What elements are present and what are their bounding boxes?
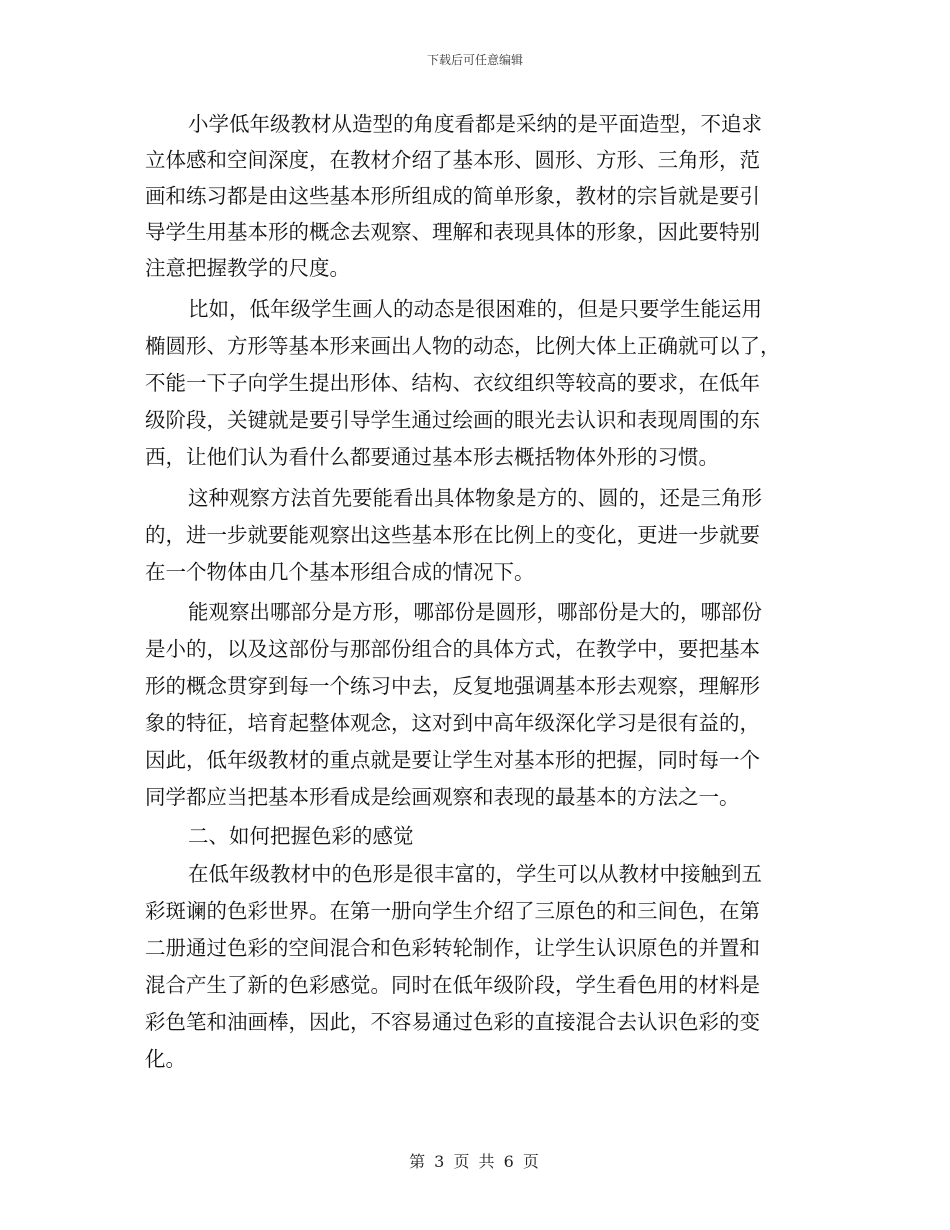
text-line: 的，进一步就要能观察出这些基本形在比例上的变化，更进一步就要 (145, 523, 760, 547)
text-line: 二册通过色彩的空间混合和色彩转轮制作，让学生认识原色的并置和 (145, 936, 760, 960)
text-line: 在一个物体由几个基本形组合成的情况下。 (145, 560, 535, 584)
text-line: 能观察出哪部分是方形，哪部份是圆形，哪部份是大的，哪部份 (188, 600, 762, 624)
text-line: 混合产生了新的色彩感觉。同时在低年级阶段，学生看色用的材料是 (145, 973, 760, 997)
text-line: 西，让他们认为看什么都要通过基本形去概括物体外形的习惯。 (145, 445, 719, 469)
text-line: 导学生用基本形的概念去观察、理解和表现具体的形象，因此要特别 (145, 220, 760, 244)
text-line: 化。 (145, 1047, 186, 1071)
text-line: 形的概念贯穿到每一个练习中去，反复地强调基本形去观察，理解形 (145, 674, 760, 698)
text-line: 椭圆形、方形等基本形来画出人物的动态，比例大体上正确就可以了， (145, 334, 781, 358)
text-line: 画和练习都是由这些基本形所组成的简单形象，教材的宗旨就是要引 (145, 184, 760, 208)
text-line: 是小的，以及这部份与那部份组合的具体方式，在教学中，要把基本 (145, 637, 760, 661)
text-line: 注意把握教学的尺度。 (145, 256, 350, 280)
text-line: 在低年级教材中的色形是很丰富的，学生可以从教材中接触到五 (188, 862, 762, 886)
text-line: 不能一下子向学生提出形体、结构、衣纹组织等较高的要求，在低年 (145, 371, 760, 395)
text-line: 立体感和空间深度，在教材介绍了基本形、圆形、方形、三角形，范 (145, 148, 760, 172)
text-line: 二、如何把握色彩的感觉 (188, 824, 414, 848)
text-line: 小学低年级教材从造型的角度看都是采纳的是平面造型，不追求 (188, 112, 762, 136)
page-footer: 第 3 页 共 6 页 (409, 1152, 541, 1171)
text-line: 彩斑谰的色彩世界。在第一册向学生介绍了三原色的和三间色，在第 (145, 899, 760, 923)
page-header: 下载后可任意编辑 (426, 53, 523, 67)
text-line: 比如，低年级学生画人的动态是很困难的，但是只要学生能运用 (188, 297, 762, 321)
text-line: 这种观察方法首先要能看出具体物象是方的、圆的，还是三角形 (188, 486, 762, 510)
text-line: 象的特征，培育起整体观念，这对到中高年级深化学习是很有益的， (145, 711, 760, 735)
text-line: 同学都应当把基本形看成是绘画观察和表现的最基本的方法之一。 (145, 785, 740, 809)
text-line: 级阶段，关键就是要引导学生通过绘画的眼光去认识和表现周围的东 (145, 408, 760, 432)
text-line: 因此，低年级教材的重点就是要让学生对基本形的把握，同时每一个 (145, 748, 760, 772)
text-line: 彩色笔和油画棒，因此，不容易通过色彩的直接混合去认识色彩的变 (145, 1010, 760, 1034)
